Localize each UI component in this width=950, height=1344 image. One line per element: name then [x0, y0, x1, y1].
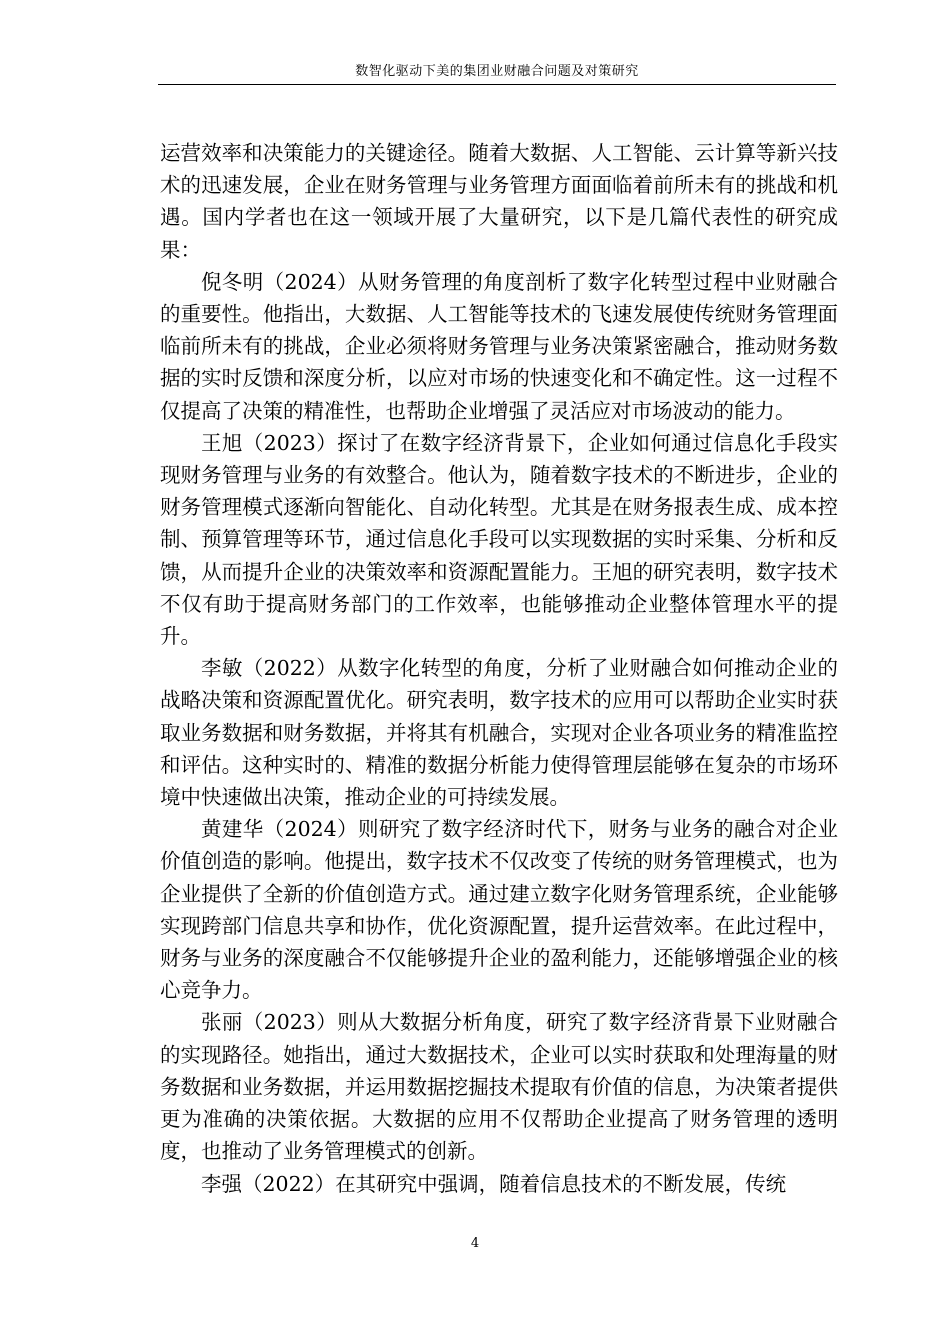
paragraph-li-min: 李敏（2022）从数字化转型的角度，分析了业财融合如何推动企业的战略决策和资源配置优化。研究表明，数字技术的应用可以帮助企业实时获取业务数据和财务数据，并将其有机融合，实现对企业各项业务的精准监控和评估。这种实时的、精准的数据分析能力使得管理层能够在复杂的市场环境中快速做出决策，推动企业的可持续发展。 — [160, 656, 838, 810]
paragraph-zhang-li: 张丽（2023）则从大数据分析角度，研究了数字经济背景下业财融合的实现路径。她指出，通过大数据技术，企业可以实时获取和处理海量的财务数据和业务数据，并运用数据挖掘技术提取有价值的信息，为决策者提供更为准确的决策依据。大数据的应用不仅帮助企业提高了财务管理的透明度，也推动了业务管理模式的创新。 — [160, 1010, 838, 1164]
running-header: 数智化驱动下美的集团业财融合问题及对策研究 — [355, 64, 639, 79]
body-text — [160, 137, 838, 1200]
paragraph-wang-xu: 王旭（2023）探讨了在数字经济背景下，企业如何通过信息化手段实现财务管理与业务的有效整合。他认为，随着数字技术的不断进步，企业的财务管理模式逐渐向智能化、自动化转型。尤其是在财务报表生成、成本控制、预算管理等环节，通过信息化手段可以实现数据的实时采集、分析和反馈，从而提升企业的决策效率和资源配置能力。王旭的研究表明，数字技术不仅有助于提高财务部门的工作效率，也能够推动企业整体管理水平的提升。 — [160, 430, 838, 649]
paragraph-li-qiang: 李强（2022）在其研究中强调，随着信息技术的不断发展，传统 — [201, 1171, 787, 1196]
paragraph-continuation: 运营效率和决策能力的关键途径。随着大数据、人工智能、云计算等新兴技术的迅速发展，企业在财务管理与业务管理方面面临着前所未有的挑战和机遇。国内学者也在这一领域开展了大量研究，以下是几篇代表性的研究成果： — [160, 141, 838, 262]
header-divider — [158, 84, 836, 85]
paragraph-huang-jianhua: 黄建华（2024）则研究了数字经济时代下，财务与业务的融合对企业价值创造的影响。他提出，数字技术不仅改变了传统的财务管理模式，也为企业提供了全新的价值创造方式。通过建立数字化财务管理系统，企业能够实现跨部门信息共享和协作，优化资源配置，提升运营效率。在此过程中，财务与业务的深度融合不仅能够提升企业的盈利能力，还能够增强企业的核心竞争力。 — [160, 817, 838, 1003]
page-number: 4 — [470, 1236, 480, 1251]
paragraph-ni-dongming: 倪冬明（2024）从财务管理的角度剖析了数字化转型过程中业财融合的重要性。他指出，大数据、人工智能等技术的飞速发展使传统财务管理面临前所未有的挑战，企业必须将财务管理与业务决策紧密融合，推动财务数据的实时反馈和深度分析，以应对市场的快速变化和不确定性。这一过程不仅提高了决策的精准性，也帮助企业增强了灵活应对市场波动的能力。 — [160, 269, 838, 423]
